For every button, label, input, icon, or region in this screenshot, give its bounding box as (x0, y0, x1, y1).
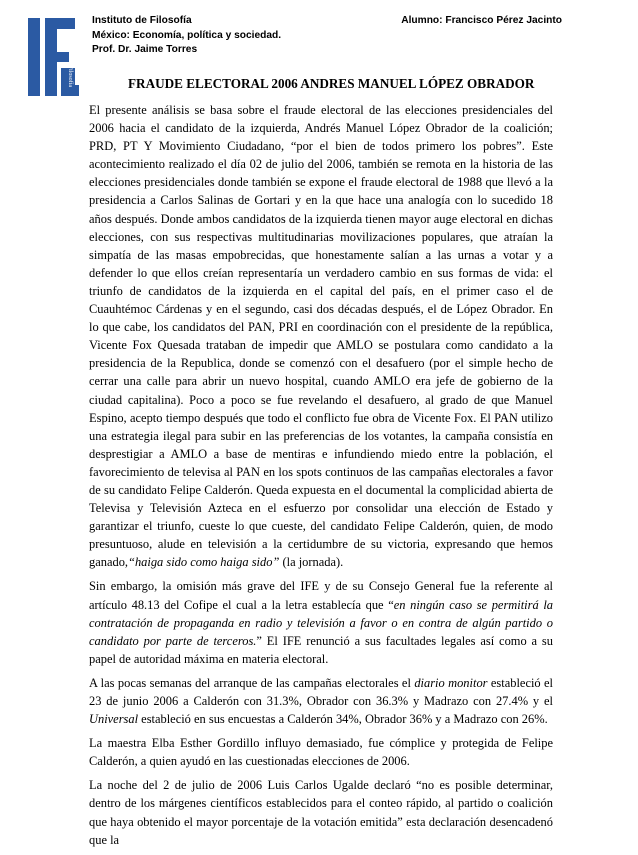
paragraph-3: A las pocas semanas del arranque de las campañas electorales el diario monitor estableció el 23 de junio 2006 a Calderón con 31.3%, Obrador con 36.3% y Madrazo con 27.4% y el Universal estableció en sus encuestas a Calderón 34%, Obrador 36% y a Madrazo con 26%. (89, 675, 554, 727)
course-name: México: Economía, política y sociedad. (92, 30, 282, 41)
quote-haiga: “haiga sido como haiga sido” (128, 555, 280, 570)
quote-cofipe: en ningún caso se permitirá la contratación de propaganda en radio y televisión a favor o en contra de algún partido o candidato por parte de terceros. (89, 597, 553, 648)
professor-name: Prof. Dr. Jaime Torres (92, 44, 198, 55)
source-universal: Universal (89, 712, 139, 727)
institution-name: Instituto de Filosofía (92, 15, 192, 26)
logo-seal-text: Instituto de Filosofía (67, 37, 73, 87)
institute-logo (25, 12, 81, 112)
paragraph-4: La maestra Elba Esther Gordillo influyo demasiado, fue cómplice y protegida de Felipe Calderón, a quien ayudó en las cuestionadas elecciones de 2006. (89, 736, 553, 769)
paragraph-1: El presente análisis se basa sobre el fraude electoral de las elecciones presidenciales del 2006 hacia el candidato de la izquierda, Andrés Manuel López Obrador de la coalición; PRD, PT Y Movimiento Ciudadano, “por el bien de todos primero los pobres”. Este acontecimiento realizado el día 02 de julio del 2006, también se remota en la historia de las elecciones presidenciales donde también se expone el fraude electoral de 1988 que llevó a la presidencia a Carlos Salinas de Gortari y en la que hace una analogía con lo sucedido 18 años después. Donde ambos candidatos de la izquierda tienen mayor auge electoral en dichas elecciones, con sus respectivas multitudinarias movilizaciones populares, que atraían la simpatía de las masas empobrecidas, que honestamente salían a las urnas a votar y a defender lo que ellos creían representaría un verdadero cambio en sus formas de vida: el triunfo de candidatos de la izquierda en el capital del país, en el primer caso el de Cuauhtémoc Cárdenas y en el segundo, casi dos décadas después, el de López Obrador. En lo que cabe, los candidatos del PAN, PRI en coordinación con el presidente de la república, Vicente Fox Quesada trataban de impedir que AMLO se postulara como candidato a la presidencia de la Republica, donde se comenzó con el desafuero (por el simple hecho de cerrar una calle para abrir un nuevo hospital, cuando AMLO era jefe de gobierno de la ciudad capitalina). Poco a poco se fue revelando el desafuero, al grado de que Manuel Espino, acepto tiempo después que todo el conflicto fue obra de Vicente Fox. El PAN utilizo una estrategia ilegal para subir en las preferencias de los votantes, la campaña consistía en desprestigiar a AMLO a base de mentiras e infundiendo miedo entre la población, el favorecimiento de televisa al PAN en los spots continuos de las campañas electorales a favor de su candidato Felipe Calderón. Queda expuesta en el documental la complicidad abierta de Televisa y Televisión Azteca en el esfuerzo por consolidar una elección de Estado y garantizar el triunfo, cueste lo que cueste, del candidato Felipe Calderón, quien, de modo presuntuoso, alude en televisión a la certidumbre de su victoria, expresando que hemos ganado,“haiga sido como haiga sido” (la jornada). (89, 103, 553, 570)
document-title: FRAUDE ELECTORAL 2006 ANDRES MANUEL LÓPEZ OBRADOR (128, 76, 535, 91)
page-header (92, 14, 562, 74)
paragraph-5: La noche del 2 de julio de 2006 Luis Carlos Ugalde declaró “no es posible determinar, dentro de los márgenes científicos establecidos para el conteo rápido, al partido o coalición que haya obtenido el mayor porcentaje de la votación emitida” esta declaración desencadenó que la (89, 778, 553, 847)
source-diario-monitor: diario monitor (414, 675, 488, 690)
document-body (89, 101, 553, 855)
paragraph-2: Sin embargo, la omisión más grave del IFE y de su Consejo General fue la referente al artículo 48.13 del Cofipe el cual a la letra establecía que “en ningún caso se permitirá la contratación de propaganda en radio y televisión a favor o en contra de algún partido o candidato por parte de terceros.” El IFE renunció a sus facultades legales así como a su papel de autoridad máxima en materia electoral. (89, 579, 553, 666)
student-name: Alumno: Francisco Pérez Jacinto (401, 15, 562, 26)
